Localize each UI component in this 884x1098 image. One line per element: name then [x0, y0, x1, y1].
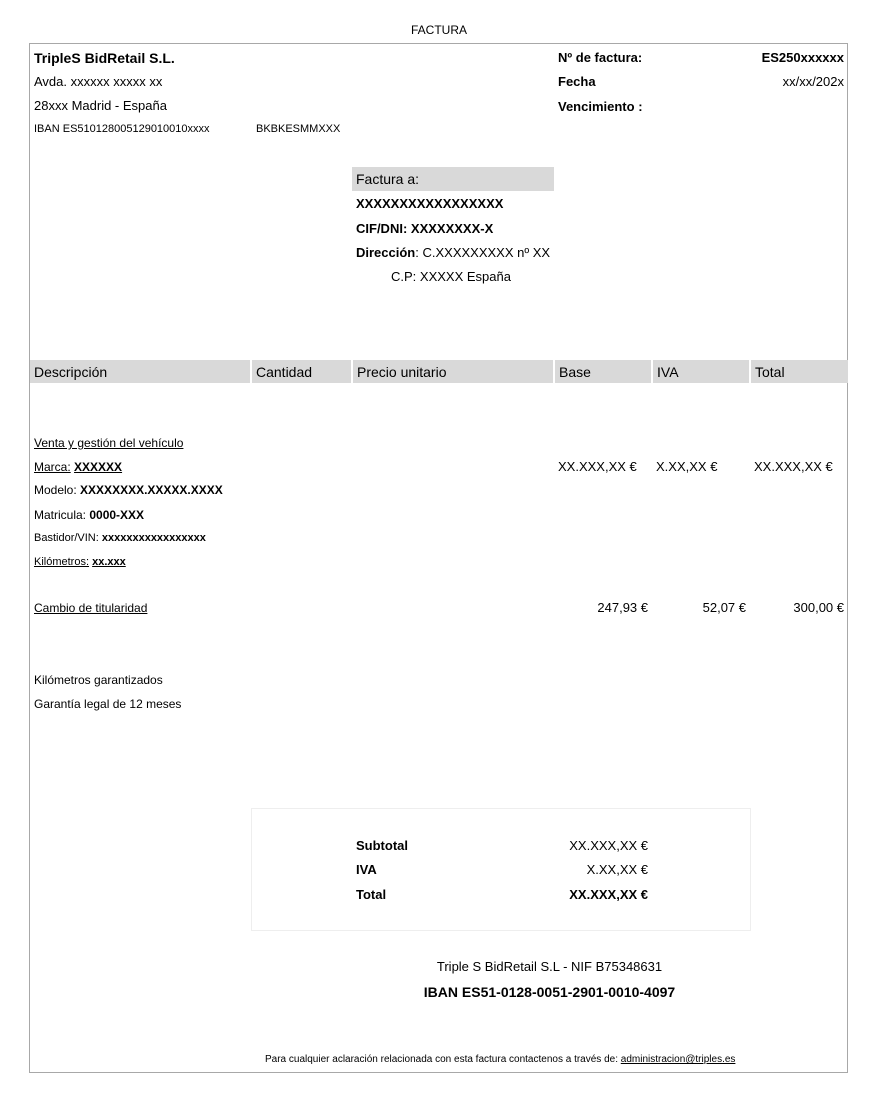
total-value: XX.XXX,XX € [569, 887, 648, 902]
issuer-address-line2: 28xxx Madrid - España [34, 98, 167, 113]
bill-to-cif-value: XXXXXXXX-X [410, 221, 494, 236]
item-total-vehicle: XX.XXX,XX € [754, 459, 833, 474]
footer-contact [265, 1054, 735, 1065]
subtotal-value: XX.XXX,XX € [569, 838, 648, 853]
table-header [30, 360, 848, 383]
item-detail-marca [34, 460, 122, 474]
detail-value: xx.xxx [92, 556, 126, 568]
footer-iban: IBAN ES51-0128-0051-2901-0010-4097 [423, 984, 676, 1000]
totals-box [251, 808, 751, 931]
item-base-vehicle: XX.XXX,XX € [558, 459, 637, 474]
header-iva: IVA [653, 360, 749, 383]
item-iva-ownership: 52,07 € [702, 600, 746, 615]
detail-label: Modelo: [34, 483, 77, 497]
iva-label: IVA [356, 862, 377, 877]
detail-label: Marca: [34, 460, 71, 474]
header-base: Base [555, 360, 651, 383]
bill-to-postal: C.P: XXXXX España [391, 269, 511, 284]
note-km-guaranteed: Kilómetros garantizados [34, 673, 163, 687]
bill-to-heading-label: Factura a: [356, 171, 420, 187]
bill-to-address [356, 245, 550, 260]
detail-value: XXXXXXXX.XXXXX.XXXX [80, 483, 223, 497]
item-iva-vehicle: X.XX,XX € [656, 459, 718, 474]
header-unit-price: Precio unitario [353, 360, 553, 383]
subtotal-label: Subtotal [356, 838, 408, 853]
item-detail-km [34, 556, 126, 568]
footer-contact-email-link[interactable]: administracion@triples.es [620, 1054, 736, 1065]
document-title: FACTURA [410, 23, 467, 37]
issuer-bic: BKBKESMMXXX [256, 123, 341, 135]
issuer-name: TripleS BidRetail S.L. [34, 50, 175, 66]
invoice-date-label: Fecha [558, 74, 596, 89]
item-detail-modelo [34, 483, 223, 497]
iva-value: X.XX,XX € [586, 862, 648, 877]
detail-value: XXXXXX [74, 460, 123, 474]
item-detail-matricula [34, 508, 144, 522]
detail-label: Kilómetros: [34, 556, 90, 568]
bill-to-cif-label: CIF/DNI: [356, 221, 408, 236]
issuer-iban: IBAN ES510128005129010010xxxx [34, 123, 210, 135]
bill-to-address-label: Dirección [356, 245, 416, 260]
invoice-date-value: xx/xx/202x [782, 74, 844, 89]
item-total-ownership: 300,00 € [793, 600, 844, 615]
bill-to-address-value: : C.XXXXXXXXX nº XX [415, 245, 551, 260]
footer-contact-text: Para cualquier aclaración relacionada con esta factura contactenos a través de: [265, 1054, 621, 1065]
detail-value: xxxxxxxxxxxxxxxxx [101, 532, 206, 544]
total-label: Total [356, 887, 387, 902]
issuer-address-line1: Avda. xxxxxx xxxxx xx [34, 74, 163, 89]
item-detail-vin [34, 532, 206, 544]
invoice-number-label: Nº de factura: [558, 50, 643, 65]
footer-company-nif: Triple S BidRetail S.L - NIF B75348631 [436, 959, 663, 974]
item-title-vehicle: Venta y gestión del vehículo [34, 436, 184, 450]
invoice-due-label: Vencimiento : [558, 99, 643, 114]
invoice-number-value: ES250xxxxxx [761, 50, 844, 65]
detail-value: 0000-XXX [89, 508, 145, 522]
item-base-ownership: 247,93 € [597, 600, 648, 615]
bill-to-cif [356, 221, 493, 236]
header-total: Total [751, 360, 848, 383]
header-quantity: Cantidad [252, 360, 351, 383]
bill-to-name: XXXXXXXXXXXXXXXXX [356, 196, 504, 211]
detail-label: Bastidor/VIN: [34, 532, 99, 544]
item-title-ownership: Cambio de titularidad [34, 601, 148, 615]
header-description: Descripción [30, 360, 250, 383]
detail-label: Matricula: [34, 508, 87, 522]
bill-to-heading [352, 167, 554, 191]
note-warranty: Garantía legal de 12 meses [34, 697, 182, 711]
